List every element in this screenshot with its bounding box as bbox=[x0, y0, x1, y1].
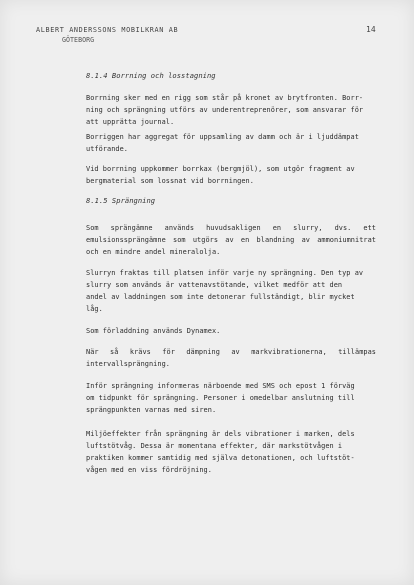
text-line: bergmaterial som lossnat vid borrningen. bbox=[86, 177, 254, 185]
text-line: ning och sprängning utförs av underentreprenörer, som ansvarar för bbox=[86, 106, 364, 114]
paragraph-borrning-rigg bbox=[86, 92, 376, 128]
text-line: Slurryn fraktas till platsen inför varje ny sprängning. Den typ av bbox=[86, 269, 364, 277]
text-line: slurry som används är vattenavstötande, vilket medför att den bbox=[86, 281, 343, 289]
text-line: Borriggen har aggregat för uppsamling av damm och är i ljuddämpat bbox=[86, 133, 359, 141]
paragraph-slurry bbox=[86, 267, 376, 315]
paragraph-miljoeffekter bbox=[86, 428, 376, 476]
text-line: Som sprängämne används huvudsakligen en slurry, dvs. ett bbox=[86, 224, 376, 232]
text-line: Vid borrning uppkommer borrkax (bergmjöl), som utgör fragment av bbox=[86, 165, 355, 173]
text-line: vågen med en viss fördröjning. bbox=[86, 466, 212, 474]
text-line: Miljöeffekter från sprängning är dels vibrationer i marken, dels bbox=[86, 430, 355, 438]
company-location: GÖTEBORG bbox=[62, 36, 95, 44]
text-line: intervallsprängning. bbox=[86, 360, 170, 368]
company-header: ALBERT ANDERSSONS MOBILKRAN AB bbox=[36, 26, 179, 34]
text-line: luftstötvåg. Dessa är momentana effekter, där markstötvågen i bbox=[86, 442, 343, 450]
paragraph-borrigg-aggregat bbox=[86, 131, 376, 155]
text-line: Borrning sker med en rigg som står på kronet av brytfronten. Borr- bbox=[86, 94, 364, 102]
paragraph-forladdning bbox=[86, 325, 376, 337]
text-line: emulsionssprängämne som utgörs av en blandning av ammoniumnitrat bbox=[86, 236, 376, 244]
text-line: utförande. bbox=[86, 145, 128, 153]
text-line: Inför sprängning informeras närboende med SMS och epost 1 förväg bbox=[86, 382, 355, 390]
section-heading-sprangning: 8.1.5 Sprängning bbox=[86, 196, 156, 205]
text-line: När så krävs för dämpning av markvibrationerna, tillämpas bbox=[86, 348, 376, 356]
text-line: att upprätta journal. bbox=[86, 118, 175, 126]
paragraph-information bbox=[86, 380, 376, 416]
text-line: sprängpunkten varnas med siren. bbox=[86, 406, 217, 414]
paragraph-intervallsprangning bbox=[86, 346, 376, 370]
page-number: 14 bbox=[366, 25, 376, 34]
text-line: Som förladdning används Dynamex. bbox=[86, 327, 221, 335]
text-line: om tidpunkt för sprängning. Personer i omedelbar anslutning till bbox=[86, 394, 355, 402]
text-line: och en mindre andel mineralolja. bbox=[86, 248, 221, 256]
paragraph-sprangamne bbox=[86, 222, 376, 258]
paragraph-borrkax bbox=[86, 163, 376, 187]
text-line: praktiken kommer samtidig med själva detonationen, och luftstöt- bbox=[86, 454, 355, 462]
text-line: andel av laddningen som inte detonerar fullständigt, blir mycket bbox=[86, 293, 355, 301]
section-heading-borrning: 8.1.4 Borrning och losstagning bbox=[86, 71, 216, 80]
text-line: låg. bbox=[86, 305, 103, 313]
